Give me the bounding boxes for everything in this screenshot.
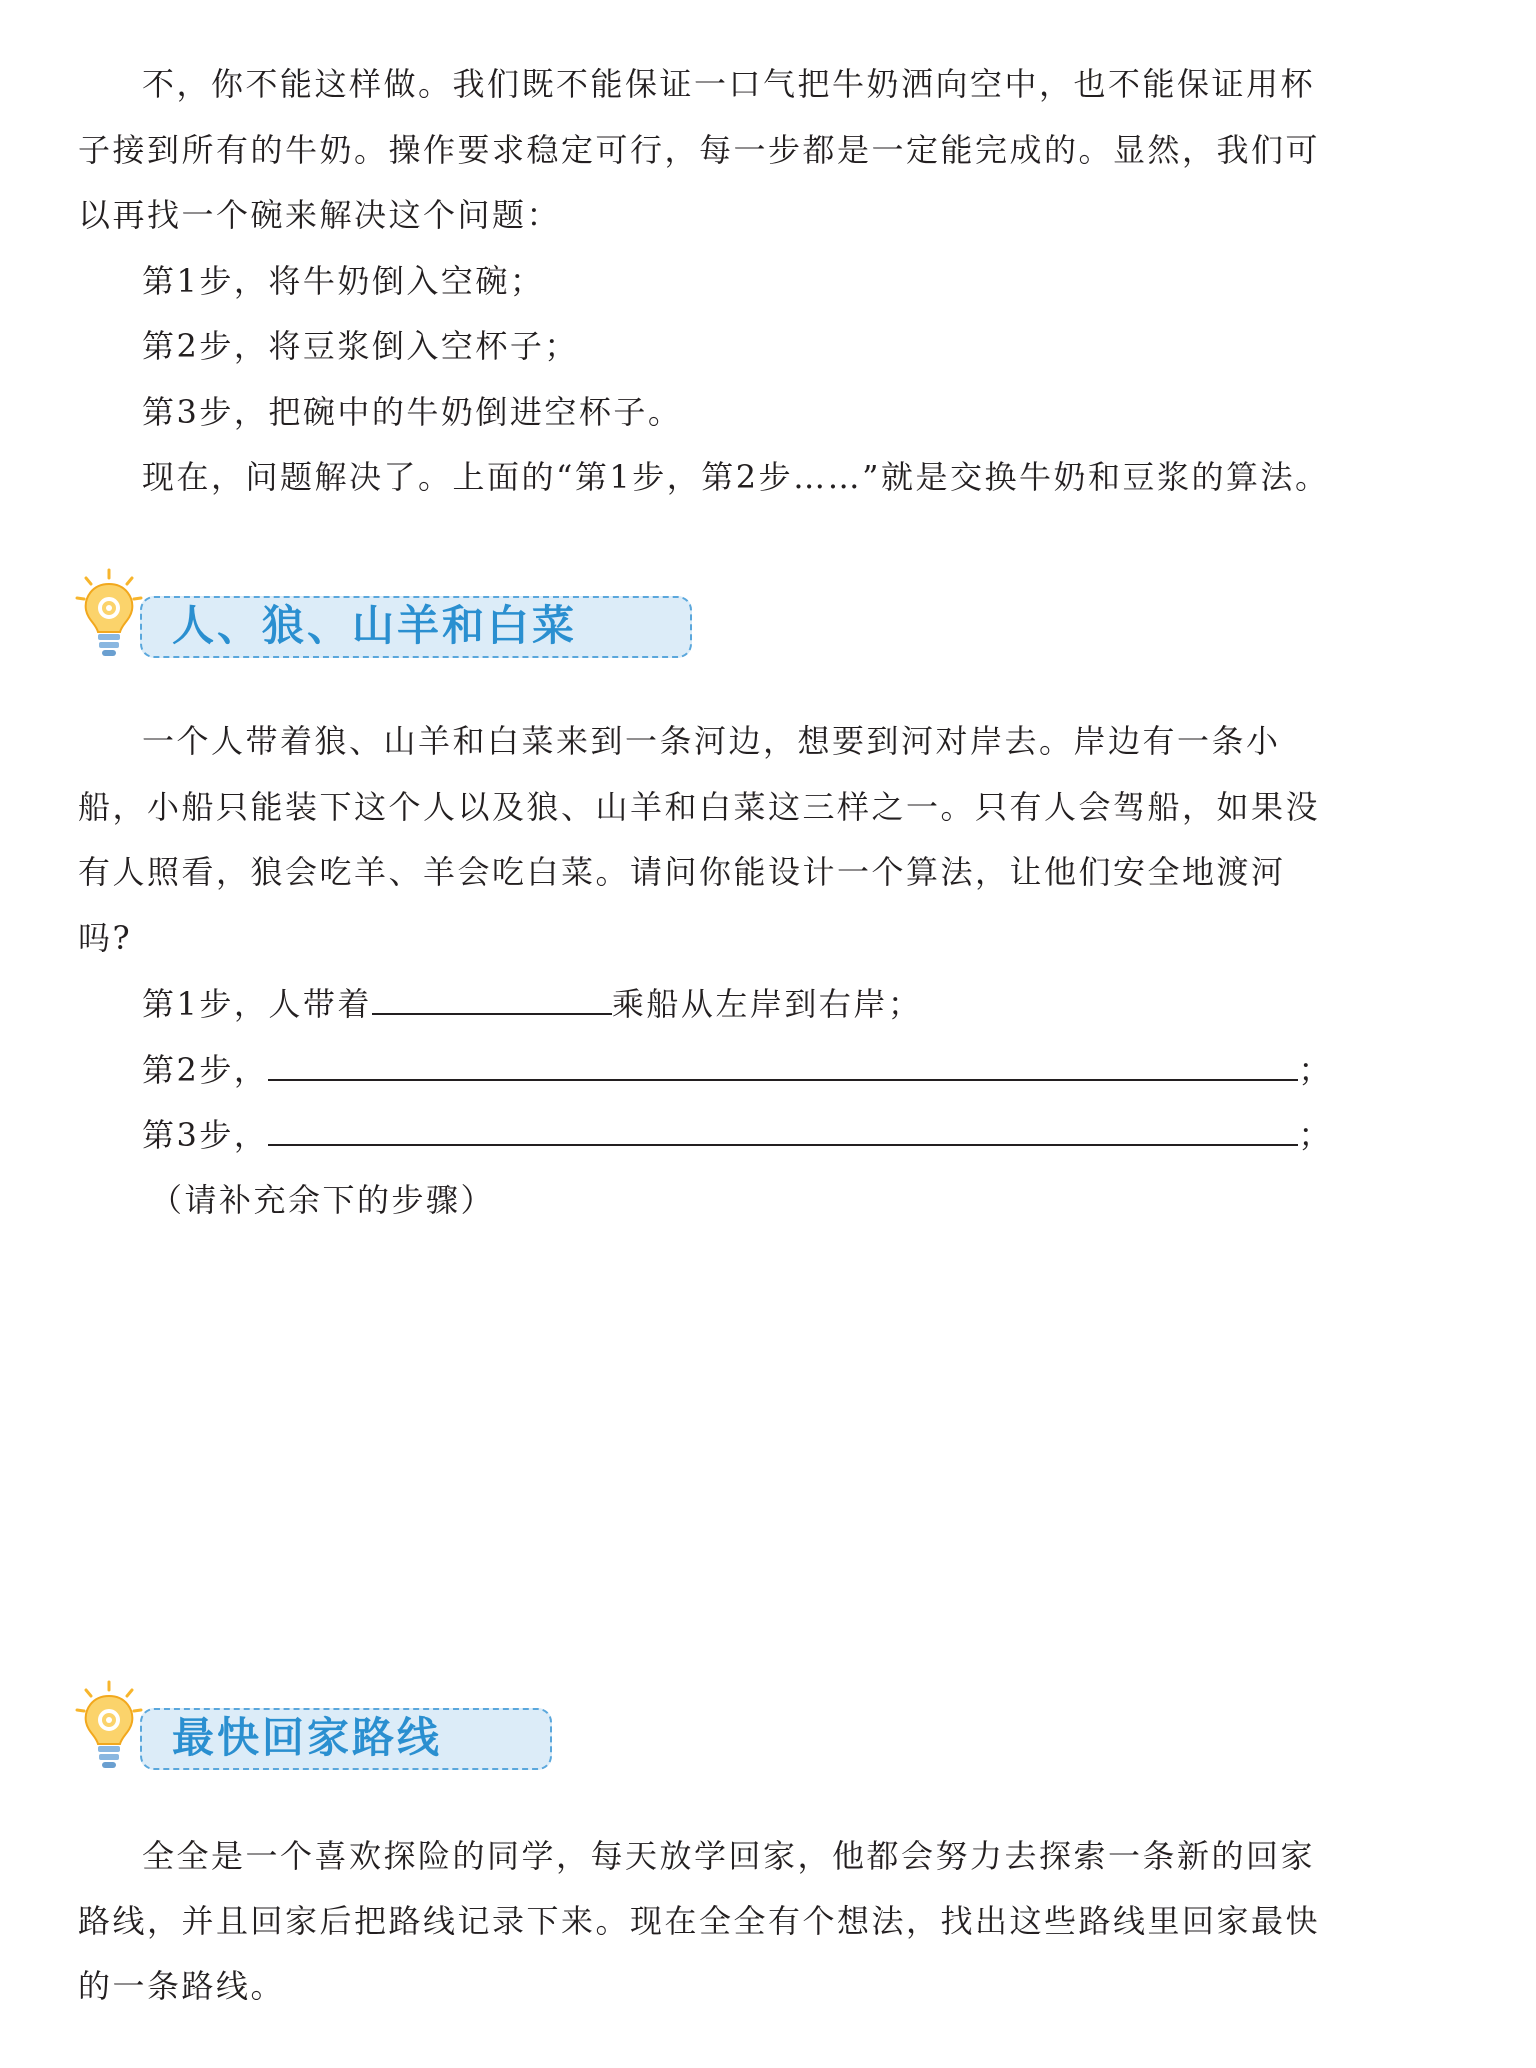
step-1-answer-blank[interactable] [372, 983, 612, 1015]
section1-paragraph-line-4: 吗? [78, 919, 133, 957]
lightbulb-gear-icon [74, 568, 144, 664]
section-heading-fastest-route [74, 1680, 494, 1780]
step-2-answer-blank[interactable] [268, 1049, 1298, 1081]
step-1-prefix: 第1步，人带着 [142, 985, 372, 1023]
step-1-suffix: 乘船从左岸到右岸； [611, 985, 923, 1023]
step-2-prefix: 第2步， [142, 1051, 269, 1089]
exercise-step-3 [142, 1114, 1333, 1155]
intro-step-2: 第2步，将豆浆倒入空杯子； [142, 327, 579, 365]
intro-paragraph-line-3: 以再找一个碗来解决这个问题： [78, 196, 562, 234]
lightbulb-gear-icon [74, 1680, 144, 1776]
section-heading-wolf-goat-cabbage [74, 568, 634, 668]
step-3-end: ； [1298, 1116, 1333, 1154]
intro-step-3: 第3步，把碗中的牛奶倒进空杯子。 [142, 393, 683, 431]
exercise-note: （请补充余下的步骤） [150, 1181, 496, 1219]
section1-paragraph-line-3: 有人照看，狼会吃羊、羊会吃白菜。请问你能设计一个算法，让他们安全地渡河 [78, 853, 1286, 891]
step-3-answer-blank[interactable] [268, 1114, 1298, 1146]
section-title: 最快回家路线 [172, 1713, 443, 1762]
section2-paragraph-line-3: 的一条路线。 [78, 1967, 286, 2005]
step-2-end: ； [1298, 1051, 1333, 1089]
exercise-step-1 [142, 983, 922, 1024]
intro-paragraph-line-2: 子接到所有的牛奶。操作要求稳定可行，每一步都是一定能完成的。显然，我们可 [78, 131, 1321, 169]
exercise-step-2 [142, 1049, 1333, 1090]
intro-conclusion: 现在，问题解决了。上面的“第1步，第2步……”就是交换牛奶和豆浆的算法。 [142, 458, 1330, 496]
section-title: 人、狼、山羊和白菜 [172, 601, 578, 650]
section1-paragraph-line-2: 船，小船只能装下这个人以及狼、山羊和白菜这三样之一。只有人会驾船，如果没 [78, 788, 1321, 826]
section2-paragraph-line-2: 路线，并且回家后把路线记录下来。现在全全有个想法，找出这些路线里回家最快 [78, 1902, 1321, 1940]
step-3-prefix: 第3步， [142, 1116, 269, 1154]
section1-paragraph-line-1: 一个人带着狼、山羊和白菜来到一条河边，想要到河对岸去。岸边有一条小 [142, 722, 1281, 760]
intro-paragraph-line-1: 不，你不能这样做。我们既不能保证一口气把牛奶洒向空中，也不能保证用杯 [142, 65, 1316, 103]
section2-paragraph-line-1: 全全是一个喜欢探险的同学，每天放学回家，他都会努力去探索一条新的回家 [142, 1837, 1316, 1875]
intro-step-1: 第1步，将牛奶倒入空碗； [142, 262, 545, 300]
